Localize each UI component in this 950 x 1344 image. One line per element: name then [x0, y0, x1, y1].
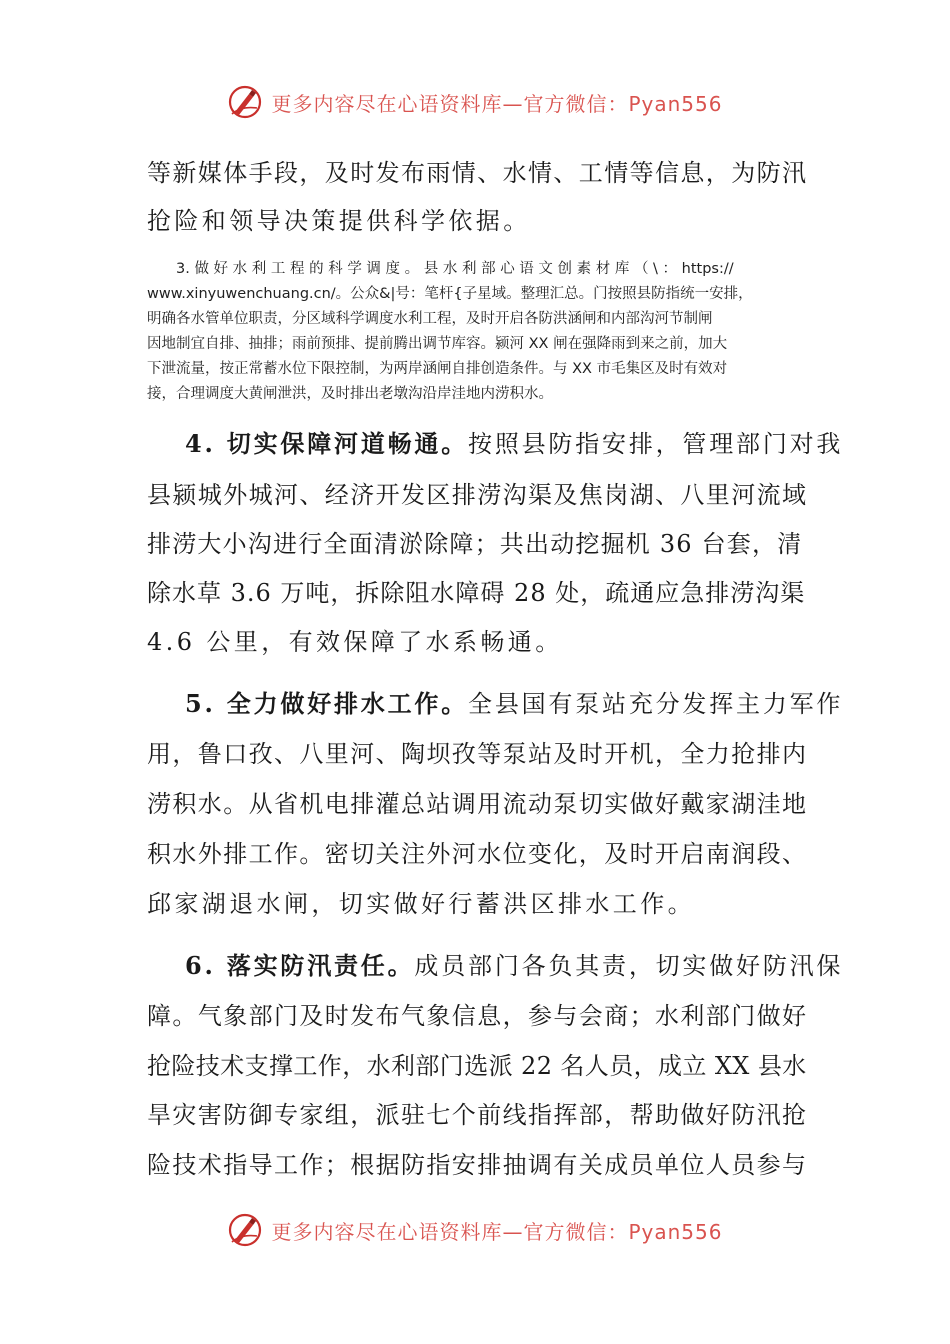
para5-first-rest: 全县国有泵站充分发挥主力军作 [468, 690, 844, 718]
para5-line-4: 积水外排工作。密切关注外河水位变化，及时开启南润段、 [147, 840, 808, 868]
para3-line-2: www.xinyuwenchuang.cn/。公众&|号：笔杆{子星域。整理汇总。门按照县防指统一安排， [147, 286, 753, 302]
para4-line-1 [185, 429, 845, 459]
para5-line-2: 用，鲁口孜、八里河、陶坝孜等泵站及时开机，全力抢排内 [147, 740, 808, 768]
header-banner-text: 更多内容尽在心语资料库—官方微信：Pyan556 [271, 91, 723, 116]
para4-heading: 4. 切实保障河道畅通。 [185, 429, 469, 458]
footer-banner-text: 更多内容尽在心语资料库—官方微信：Pyan556 [271, 1219, 723, 1244]
para3-line-5: 下泄流量，按正常蓄水位下限控制，为两岸涵闸自排创造条件。与 XX 市毛集区及时有效对 [147, 361, 728, 377]
para6-line-4: 旱灾害防御专家组，派驻七个前线指挥部，帮助做好防汛抢 [147, 1101, 808, 1129]
para5-line-3: 涝积水。从省机电排灌总站调用流动泵切实做好戴家湖洼地 [147, 790, 808, 818]
para6-heading: 6. 落实防汛责任。 [185, 951, 415, 980]
para4-first-rest: 按照县防指安排，管理部门对我 [468, 430, 844, 458]
para3-line-3: 明确各水管单位职责，分区域科学调度水利工程，及时开启各防洪涵闸和内部沟河节制闸 [147, 311, 713, 327]
intro-line-2: 抢险和领导决策提供科学依据。 [147, 207, 531, 235]
para6-line-2: 障。气象部门及时发布气象信息，参与会商；水利部门做好 [147, 1002, 808, 1030]
pen-logo-icon [227, 84, 263, 120]
pen-logo-icon [227, 1212, 263, 1248]
para6-first-rest: 成员部门各负其责，切实做好防汛保 [414, 952, 844, 980]
para5-heading: 5. 全力做好排水工作。 [185, 689, 469, 718]
footer-banner [0, 1208, 950, 1252]
para3-line-4: 因地制宜自排、抽排；雨前预排、提前腾出调节库容。颍河 XX 闸在强降雨到来之前，加大 [147, 336, 728, 352]
para6-line-5: 险技术指导工作；根据防指安排抽调有关成员单位人员参与 [147, 1151, 808, 1179]
para4-line-5: 4.6 公里，有效保障了水系畅通。 [147, 628, 563, 656]
para4-line-4: 除水草 3.6 万吨，拆除阻水障碍 28 处，疏通应急排涝沟渠 [147, 579, 806, 607]
para6-line-1 [185, 951, 845, 981]
header-banner [0, 80, 950, 124]
para3-line-6: 接，合理调度大黄闸泄洪，及时排出老墩沟沿岸洼地内涝积水。 [147, 386, 553, 402]
para6-line-3: 抢险技术支撑工作，水利部门选派 22 名人员，成立 XX 县水 [147, 1052, 807, 1080]
para5-line-5: 邱家湖退水闸，切实做好行蓄洪区排水工作。 [147, 890, 695, 918]
para3-line-1: 3. 做 好 水 利 工 程 的 科 学 调 度 。 县 水 利 部 心 语 文 创 素 材 库 （ \ ： https:// [176, 261, 734, 277]
para4-line-3: 排涝大小沟进行全面清淤除障；共出动挖掘机 36 台套，清 [147, 530, 803, 558]
para5-line-1 [185, 689, 845, 719]
intro-line-1: 等新媒体手段，及时发布雨情、水情、工情等信息，为防汛 [147, 159, 808, 187]
para4-line-2: 县颍城外城河、经济开发区排涝沟渠及焦岗湖、八里河流域 [147, 481, 808, 509]
